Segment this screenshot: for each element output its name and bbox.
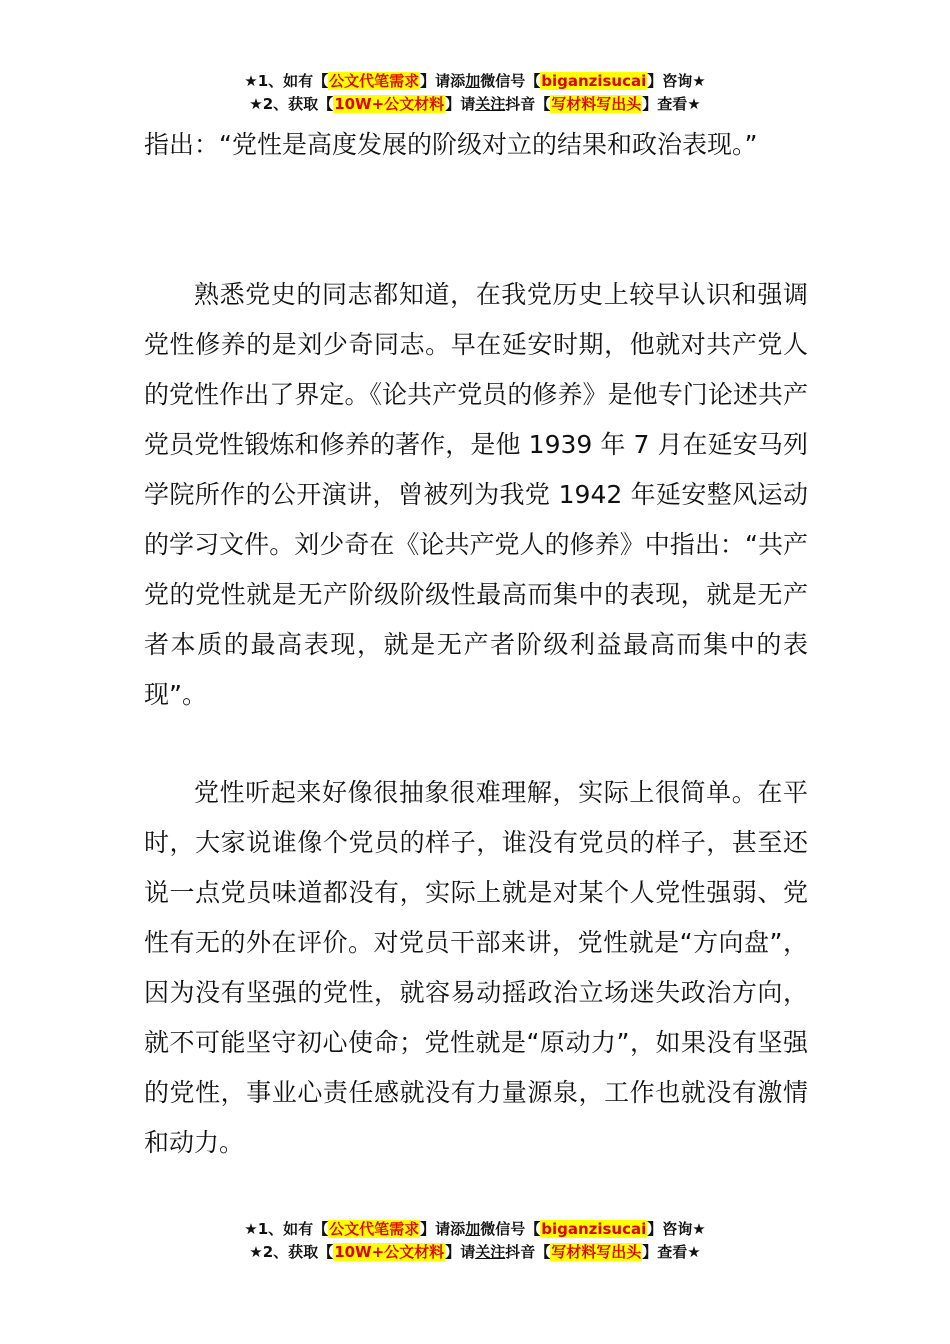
highlight-douyin-account: 写材料写出头	[551, 95, 642, 113]
banner-line-2: ★2、获取【10W+公文材料】请关注抖音【写材料写出头】查看★	[249, 95, 701, 113]
highlight-ghostwriting: 公文代笔需求	[329, 72, 420, 90]
body-paragraph-2	[144, 270, 808, 720]
highlight-ghostwriting: 公文代笔需求	[329, 1220, 420, 1238]
body-paragraph-3	[144, 768, 808, 1168]
highlight-wechat-id: biganzisucai	[541, 1220, 647, 1238]
paragraph-text: 熟悉党史的同志都知道，在我党历史上较早认识和强调党性修养的是刘少奇同志。早在延安时期，他就对共产党人的党性作出了界定。《论共产党员的修养》是他专门论述共产党员党性锻炼和修养的著作，是他 1939 年 7 月在延安马列学院所作的公开演讲，曾被列为我党 1942 年延安整风运动的学习文件。刘少奇在《论共产党人的修养》中指出：“共产党的党性就是无产阶级阶级性最高而集中的表现，就是无产者本质的最高表现，就是无产者阶级利益最高而集中的表现”。	[144, 280, 808, 709]
highlight-materials: 10W+公文材料	[334, 95, 445, 113]
paragraph-text: 指出：“党性是高度发展的阶级对立的结果和政治表现。”	[144, 130, 758, 159]
body-paragraph-1	[144, 120, 808, 170]
highlight-wechat-id: biganzisucai	[541, 72, 647, 90]
top-ad-banner	[0, 70, 950, 116]
banner-line-1: ★1、如有【公文代笔需求】请添加微信号【biganzisucai】咨询★	[244, 1220, 706, 1238]
paragraph-text: 党性听起来好像很抽象很难理解，实际上很简单。在平时，大家说谁像个党员的样子，谁没有党员的样子，甚至还说一点党员味道都没有，实际上就是对某个人党性强弱、党性有无的外在评价。对党员干部来讲，党性就是“方向盘”，因为没有坚强的党性，就容易动摇政治立场迷失政治方向，就不可能坚守初心使命；党性就是“原动力”，如果没有坚强的党性，事业心责任感就没有力量源泉，工作也就没有激情和动力。	[144, 778, 808, 1157]
banner-line-1: ★1、如有【公文代笔需求】请添加微信号【biganzisucai】咨询★	[244, 72, 706, 90]
bottom-ad-banner	[0, 1218, 950, 1264]
highlight-douyin-account: 写材料写出头	[551, 1243, 642, 1261]
highlight-materials: 10W+公文材料	[334, 1243, 445, 1261]
banner-line-2: ★2、获取【10W+公文材料】请关注抖音【写材料写出头】查看★	[249, 1243, 701, 1261]
